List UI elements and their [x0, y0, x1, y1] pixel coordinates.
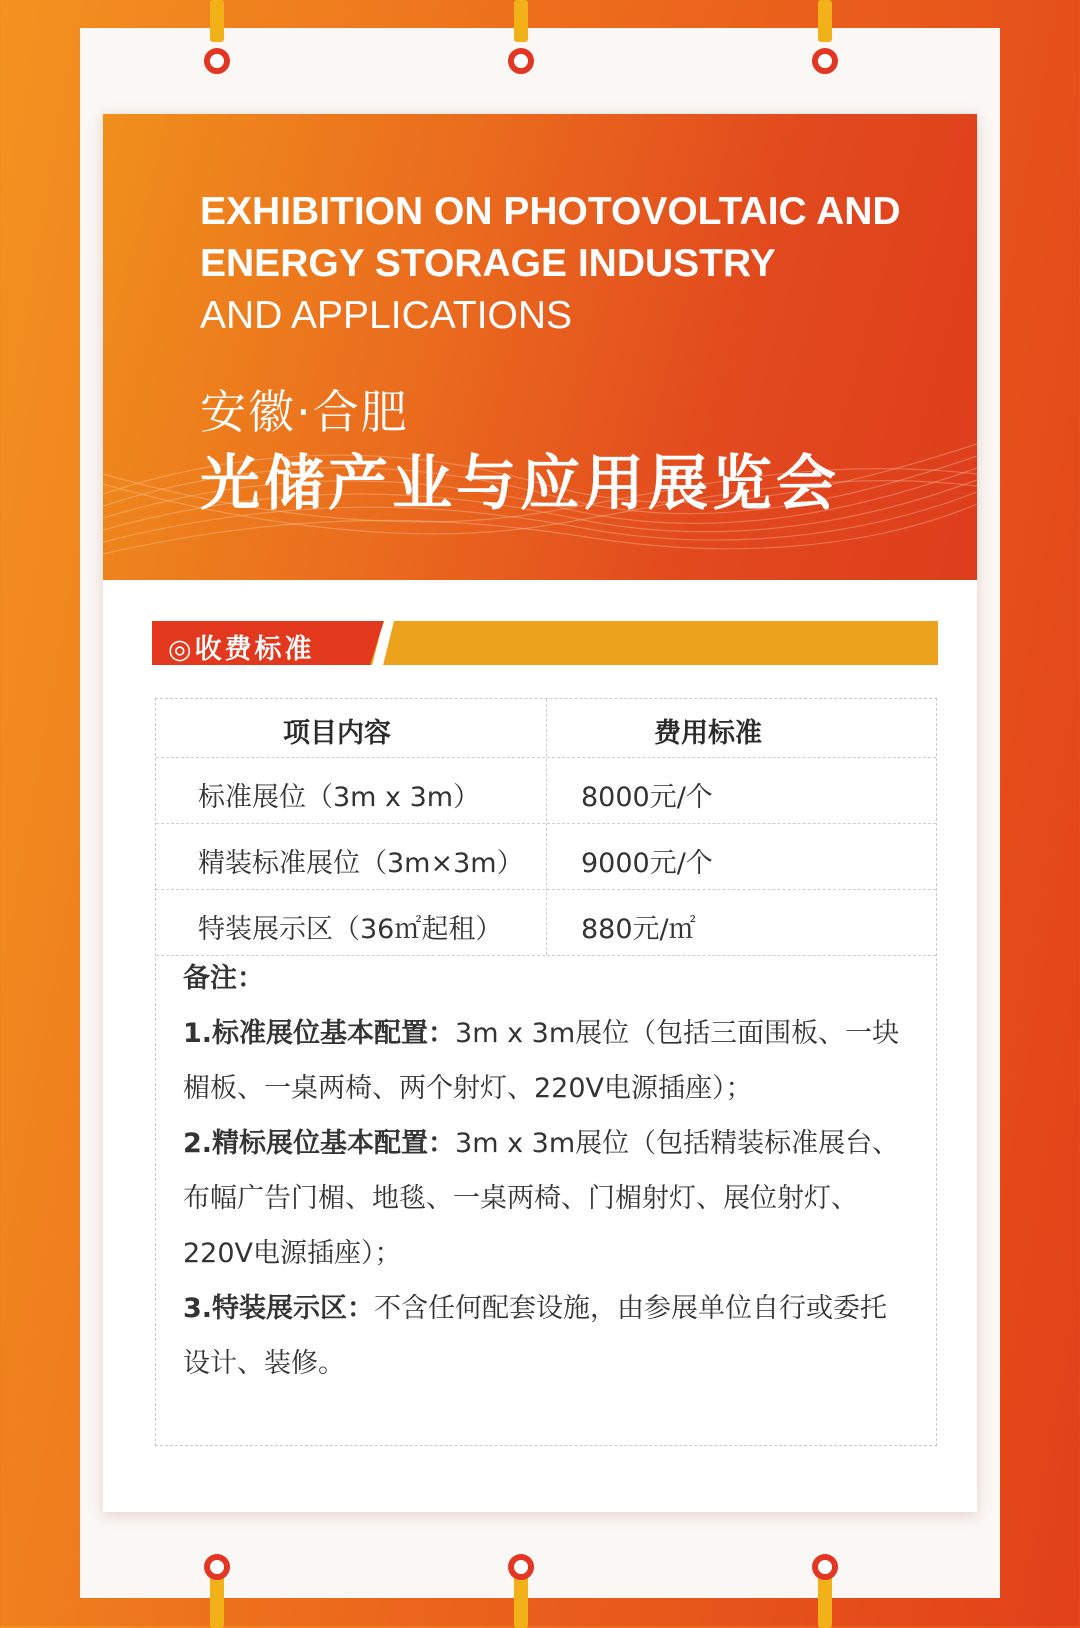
note-text: 3m x 3m展位（包括精装标准展台、布幅广告门楣、地毯、一桌两椅、门楣射灯、展位射灯、220V电源插座）； — [183, 1128, 900, 1269]
section-header-bar — [152, 621, 938, 665]
table-row-item: 精装标准展位（3m×3m） — [198, 848, 524, 879]
note-text: 不含任何配套设施，由参展单位自行或委托设计、装修。 — [183, 1293, 888, 1379]
table-row-item: 特装展示区（36㎡起租） — [198, 914, 503, 945]
top-pin-center — [514, 0, 528, 42]
english-title-line-2: ENERGY STORAGE INDUSTRY — [200, 242, 776, 285]
table-row-price: 9000元/个 — [581, 848, 713, 879]
notes-section — [183, 951, 913, 1391]
note-label: 3.特装展示区： — [183, 1293, 375, 1324]
table-row-price: 880元/㎡ — [581, 914, 696, 945]
chinese-title: 光储产业与应用展览会 — [200, 449, 840, 519]
table-row-item: 标准展位（3m x 3m） — [198, 782, 481, 813]
note-label: 1.标准展位基本配置： — [183, 1018, 456, 1049]
note-label: 2.精标展位基本配置： — [183, 1128, 456, 1159]
info-card — [103, 114, 977, 1512]
top-pin-right — [818, 0, 832, 42]
note-item — [183, 1006, 913, 1116]
fee-table — [155, 698, 937, 1446]
hero-banner — [103, 114, 977, 580]
column-header-price: 费用标准 — [654, 718, 762, 749]
note-text: 3m x 3m展位（包括三面围板、一块楣板、一桌两椅、两个射灯、220V电源插座）； — [183, 1018, 900, 1104]
top-pin-left — [210, 0, 224, 42]
note-item — [183, 1116, 913, 1281]
column-header-item: 项目内容 — [283, 718, 391, 749]
table-row-price: 8000元/个 — [581, 782, 713, 813]
notes-title: 备注： — [183, 963, 264, 994]
section-title: ◎收费标准 — [168, 634, 315, 665]
english-title-line-3: AND APPLICATIONS — [200, 294, 573, 337]
note-item — [183, 1281, 913, 1391]
location-subtitle: 安徽·合肥 — [200, 385, 409, 439]
english-title-line-1: EXHIBITION ON PHOTOVOLTAIC AND — [200, 190, 901, 233]
circle-dot-icon: ◎ — [168, 634, 195, 665]
